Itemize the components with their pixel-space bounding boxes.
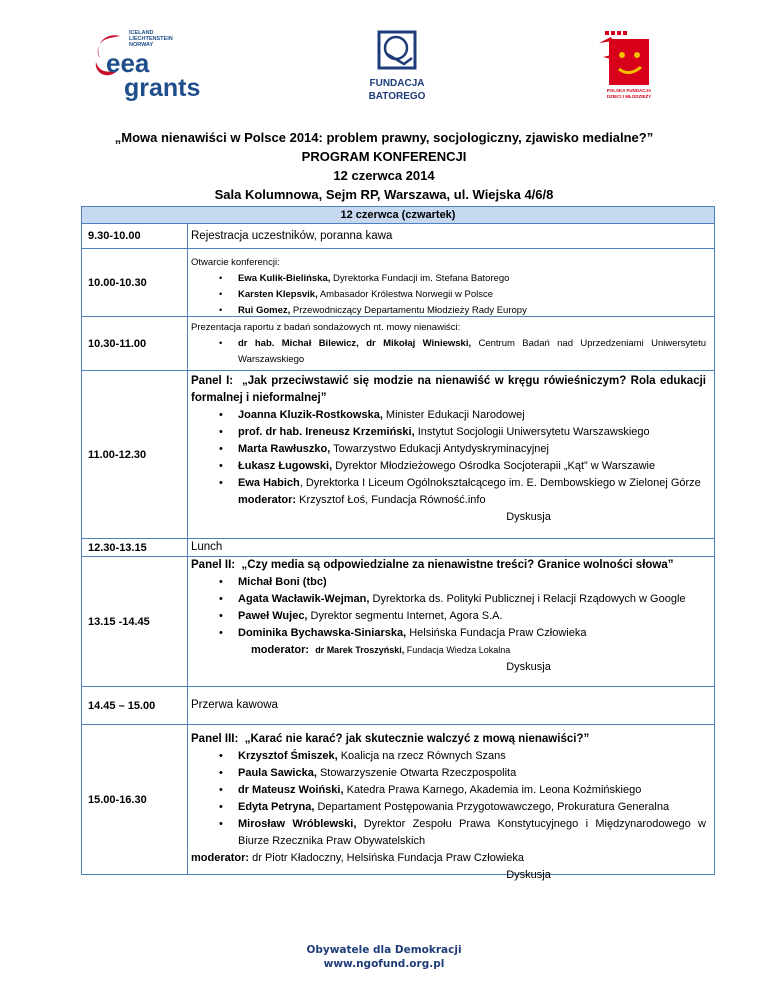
speaker-name: Karsten Klepsvik, (238, 289, 318, 300)
conference-venue: Sala Kolumnowa, Sejm RP, Warszawa, ul. Wiejska 4/6/8 (214, 187, 554, 202)
moderator-org: Fundacja Wiedza Lokalna (404, 645, 511, 655)
moderator-label: moderator: (238, 494, 297, 506)
footer (0, 943, 768, 971)
list-item (191, 287, 706, 303)
discussion-label: Dyskusja (506, 869, 551, 881)
speaker-list (191, 271, 706, 319)
speaker-list (191, 574, 706, 642)
conference-date: 12 czerwca 2014 (333, 168, 435, 183)
batory-line-2: BATOREGO (368, 91, 426, 102)
list-item (191, 799, 706, 816)
row-text: Lunch (187, 539, 714, 556)
list-item (191, 574, 706, 591)
fundacja-batorego-logo-graphic (366, 30, 428, 102)
moderator (191, 642, 706, 659)
speaker-desc: Przewodniczący Departamentu Młodzieży Rady Europy (290, 305, 527, 316)
row-time: 11.00-12.30 (88, 448, 147, 461)
speaker-desc: Centrum Badań nad Uprzedzeniami Uniwersytetu Warszawskiego (238, 338, 706, 365)
speaker-list (191, 407, 706, 492)
eea-top-line-1: ICELAND (129, 30, 154, 36)
discussion-label: Dyskusja (506, 511, 551, 523)
row-content (187, 317, 714, 370)
fundacja-batorego-logo (366, 30, 428, 102)
speaker-desc: Katedra Prawa Karnego, Akademia im. Leona Koźmińskiego (343, 784, 642, 796)
program-row-panel-3 (82, 724, 714, 881)
list-item (191, 271, 706, 287)
list-item (191, 458, 706, 475)
speaker-name: Ewa Habich (238, 477, 300, 489)
row-time: 12.30-13.15 (88, 541, 147, 554)
program-row-coffee (82, 686, 714, 724)
footer-program-name: Obywatele dla Demokracji (306, 944, 462, 956)
panel-label: Panel II: (191, 559, 236, 571)
speaker-desc: Dyrektor Młodzieżowego Ośrodka Socjoterapii „Kąt” w Warszawie (332, 460, 656, 472)
speaker-desc: Stowarzyszenie Otwarta Rzeczpospolita (316, 767, 517, 779)
row-time: 15.00-16.30 (88, 793, 147, 806)
moderator-name: dr Marek Troszyński, (315, 645, 405, 655)
program-row-registration (82, 224, 714, 248)
row-text: Przerwa kawowa (187, 687, 714, 724)
list-item (191, 424, 706, 441)
speaker-desc: Dyrektor Zespołu Prawa Konstytucyjnego i Międzynarodowego w Biurze Rzecznika Praw Obywatelskich (238, 818, 706, 847)
speaker-desc: Dyrektorka Fundacji im. Stefana Batorego (330, 273, 510, 284)
speaker-name: Mirosław Wróblewski, (238, 818, 357, 830)
speaker-name: Ewa Kulik-Bielińska, (238, 273, 331, 284)
speaker-desc: Helsińska Fundacja Praw Człowieka (406, 627, 587, 639)
speaker-desc: Instytut Socjologii Uniwersytetu Warszawskiego (414, 426, 650, 438)
row-time: 10.30-11.00 (88, 337, 147, 350)
eea-top-line-2: LIECHTENSTEIN (129, 36, 173, 42)
speaker-desc: Ambasador Królestwa Norwegii w Polsce (317, 289, 494, 300)
moderator-name: dr Piotr Kładoczny, Helsińska Fundacja Praw Człowieka (249, 852, 524, 864)
list-item (191, 765, 706, 782)
panel-topic: „Czy media są odpowiedzialne za nienawistne treści? Granice wolności słowa” (241, 559, 674, 571)
conference-title: „Mowa nienawiści w Polsce 2014: problem prawny, socjologiczny, zjawisko medialne?” (114, 130, 654, 145)
speaker-name: Agata Wacławik-Wejman, (238, 593, 370, 605)
moderator (191, 850, 706, 867)
list-item (191, 625, 706, 642)
panel-label: Panel III: (191, 733, 239, 745)
speaker-name: dr Mateusz Woiński, (238, 784, 344, 796)
footer-website-link[interactable]: www.ngofund.org.pl (323, 958, 445, 970)
eea-grants-logo-graphic (92, 28, 222, 102)
list-item (191, 303, 706, 319)
row-time: 9.30-10.00 (88, 230, 141, 242)
panel-label: Panel I: (191, 375, 234, 387)
row-time: 13.15 -14.45 (88, 615, 150, 628)
program-row-lunch (82, 538, 714, 556)
speaker-name: Dominika Bychawska-Siniarska, (238, 627, 407, 639)
row-time: 14.45 – 15.00 (88, 699, 156, 712)
speaker-name: Rui Gomez, (238, 305, 291, 316)
panel-title (191, 557, 706, 574)
list-item (191, 608, 706, 625)
list-item (191, 336, 706, 368)
speaker-desc: Minister Edukacji Narodowej (382, 409, 525, 421)
list-item (191, 782, 706, 799)
row-content (187, 725, 714, 881)
speaker-list (191, 336, 706, 368)
speaker-desc: Departament Postępowania Przygotowawczego, Prokuratura Generalna (314, 801, 670, 813)
row-intro: Prezentacja raportu z badań sondażowych nt. mowy nienawiści: (191, 322, 461, 333)
row-content (187, 249, 714, 316)
row-time: 10.00-10.30 (88, 276, 147, 289)
moderator-name: Krzysztof Łoś, Fundacja Równość.info (296, 494, 486, 506)
panel-title (191, 731, 706, 748)
list-item (191, 816, 706, 850)
speaker-desc: Dyrektor segmentu Internet, Agora S.A. (307, 610, 503, 622)
speaker-name: Łukasz Ługowski, (238, 460, 333, 472)
speaker-name: prof. dr hab. Ireneusz Krzemiński, (238, 426, 415, 438)
moderator-label: moderator: (191, 852, 250, 864)
speaker-name: Krzysztof Śmiszek, (238, 750, 338, 762)
speaker-name: Edyta Petryna, (238, 801, 315, 813)
list-item (191, 591, 706, 608)
moderator-label: moderator: (251, 644, 310, 656)
program-table (81, 206, 715, 881)
program-label: PROGRAM KONFERENCJI (301, 149, 467, 164)
speaker-list (191, 748, 706, 850)
discussion-label: Dyskusja (506, 661, 551, 673)
speaker-name: Paula Sawicka, (238, 767, 317, 779)
program-row-panel-2 (82, 556, 714, 686)
panel-title (191, 373, 706, 407)
speaker-name: Paweł Wujec, (238, 610, 308, 622)
eea-brand-eea: eea (106, 48, 150, 78)
speaker-desc: Towarzystwo Edukacji Antydyskryminacyjnej (330, 443, 549, 455)
polska-fundacja-dzieci-logo-graphic (597, 27, 657, 102)
speaker-desc: , Dyrektorka I Liceum Ogólnokształcącego im. E. Dembowskiego w Zielonej Górze (299, 477, 701, 489)
list-item (191, 748, 706, 765)
list-item (191, 441, 706, 458)
speaker-desc: Koalicja na rzecz Równych Szans (337, 750, 506, 762)
panel-topic: „Karać nie karać? jak skutecznie walczyć z mową nienawiści?” (244, 733, 590, 745)
row-text: Rejestracja uczestników, poranna kawa (187, 224, 714, 248)
speaker-name: Marta Rawłuszko, (238, 443, 331, 455)
speaker-desc: Dyrektorka ds. Polityki Publicznej i Relacji Rządowych w Google (369, 593, 686, 605)
speaker-name: dr hab. Michał Bilewicz, dr Mikołaj Winiewski, (238, 338, 472, 349)
list-item (191, 475, 706, 492)
program-row-report (82, 316, 714, 370)
row-intro: Otwarcie konferencji: (191, 257, 280, 268)
ppd-line-1: POLSKA FUNDACJA (606, 88, 652, 93)
eea-top-line-3: NORWAY (129, 42, 154, 48)
day-header: 12 czerwca (czwartek) (82, 207, 714, 224)
list-item (191, 407, 706, 424)
speaker-name: Michał Boni (tbc) (238, 576, 327, 588)
eea-brand-grants: grants (124, 74, 201, 102)
panel-topic: „Jak przeciwstawić się modzie na nienawiść w kręgu rówieśniczym? Rola edukacji formalnej i nieformalnej” (191, 375, 706, 404)
program-row-opening (82, 248, 714, 316)
polska-fundacja-dzieci-logo (597, 27, 657, 102)
conference-heading (0, 128, 768, 204)
row-content (187, 557, 714, 686)
row-content (187, 371, 714, 538)
batory-line-1: FUNDACJA (369, 78, 425, 89)
eea-grants-logo (92, 28, 222, 102)
speaker-name: Joanna Kluzik-Rostkowska, (238, 409, 383, 421)
ppd-line-2: DZIECI I MŁODZIEŻY (606, 94, 652, 99)
moderator (191, 492, 706, 509)
program-row-panel-1 (82, 370, 714, 538)
